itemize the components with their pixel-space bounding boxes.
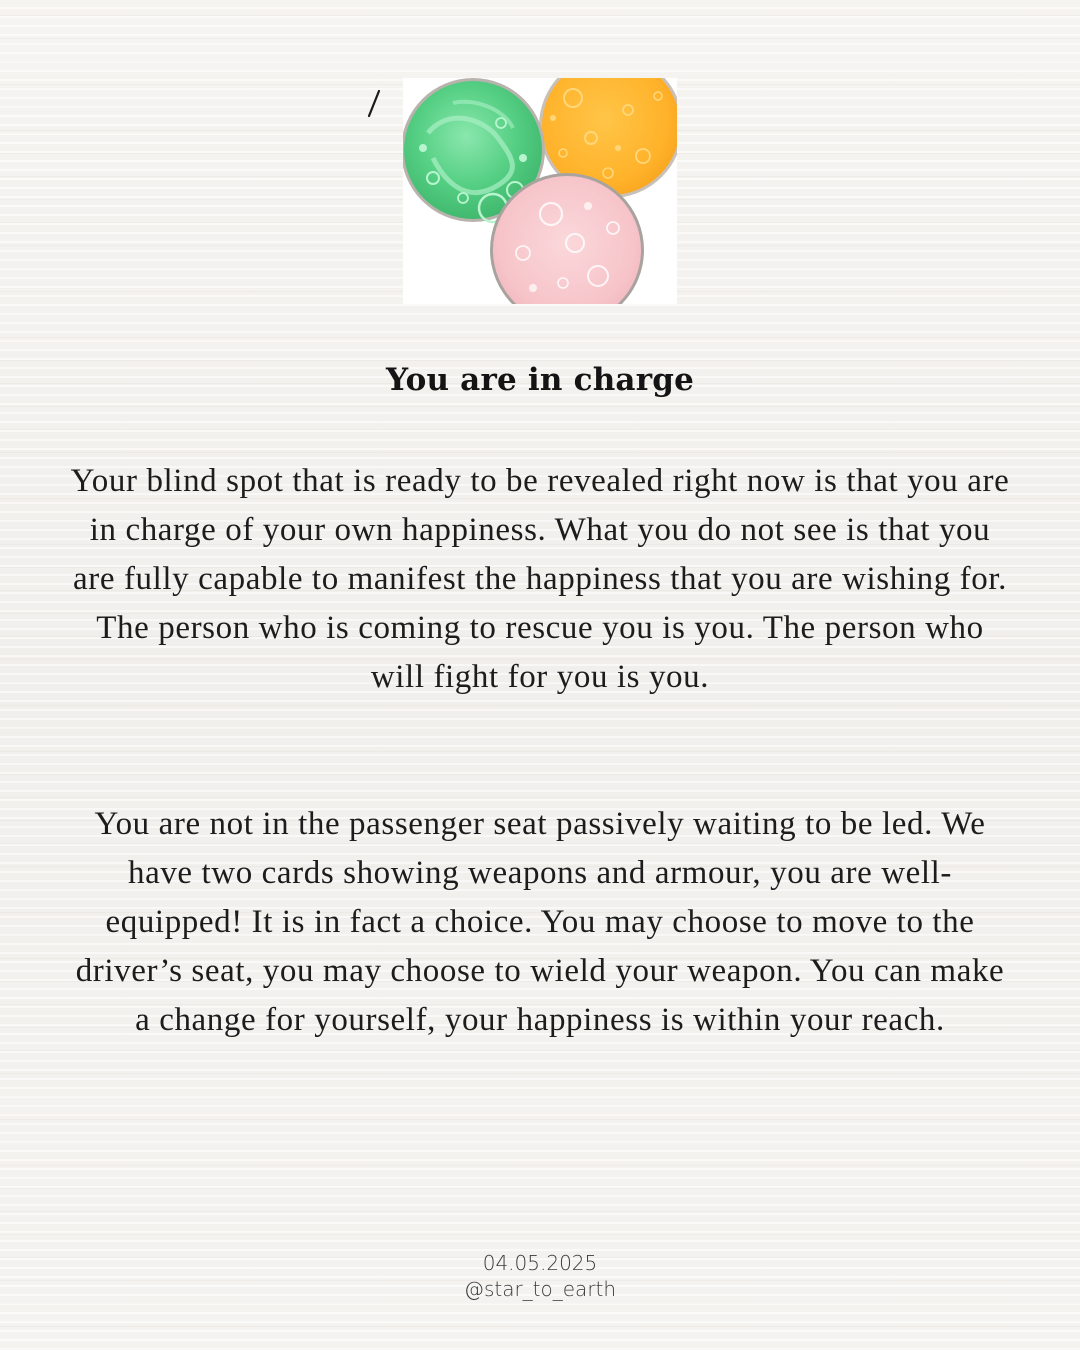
post-date: 04.05.2025 [482,1251,598,1275]
body-paragraph-1: Your blind spot that is ready to be revealed right now is that you are in charge of your own happiness. What you do not see is that you are fully capable to manifest the happiness that you are wishing for. The person who is coming to rescue you is you. The person who will fight for you is you. [70,463,1010,695]
author-handle: @star_to_earth [463,1277,617,1301]
footer [0,1250,1080,1302]
body-paragraph-2: You are not in the passenger seat passively waiting to be led. We have two cards showing weapons and armour, you are well-equipped! It is in fact a choice. You may choose to move to the driver’s seat, you may choose to wield your weapon. You can make a change for yourself, your happiness is within your reach. [75,806,1005,1038]
page-title: You are in charge [385,362,695,398]
colored-liquid-dishes-image [403,78,677,304]
slash-mark-icon [362,88,386,120]
